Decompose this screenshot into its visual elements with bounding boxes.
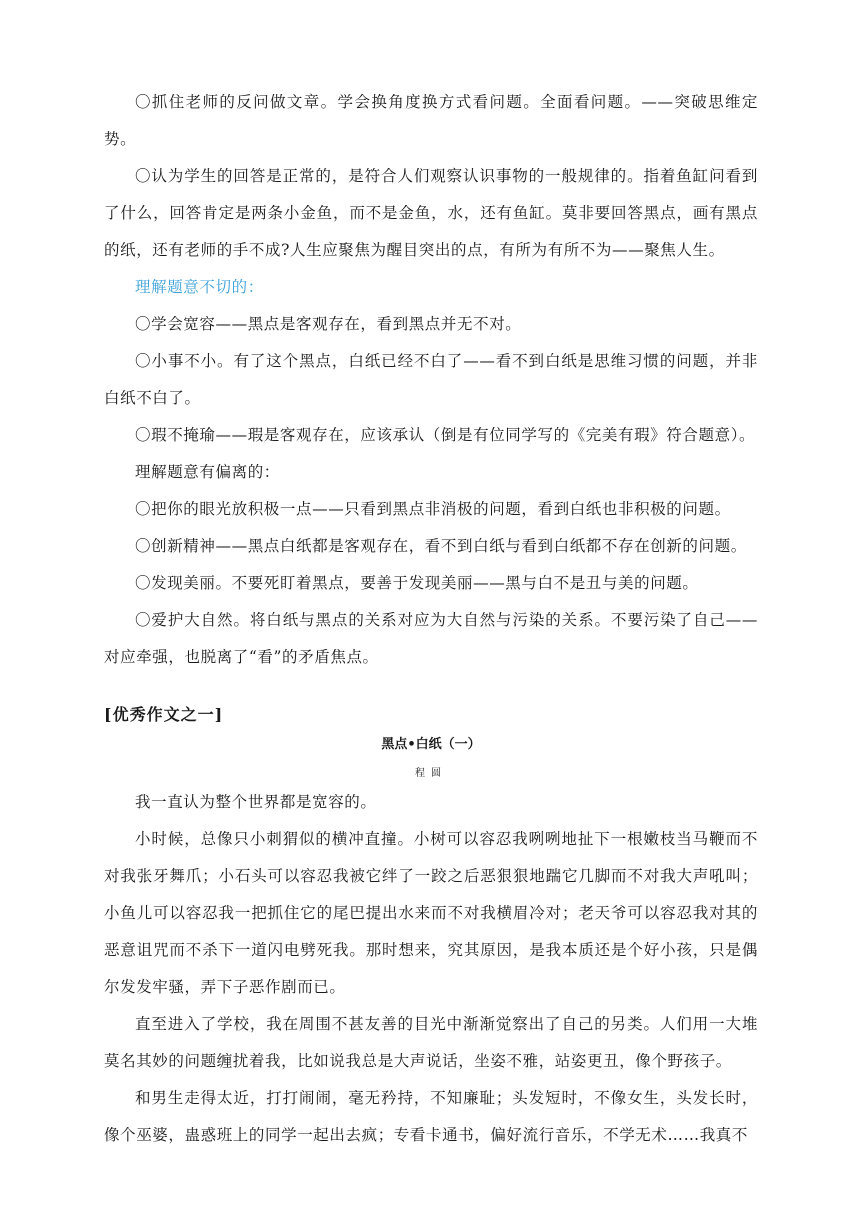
essay-author: 程圆 [415, 768, 447, 779]
paragraph: 〇小事不小。有了这个黑点，白纸已经不白了——看不到白纸是思维习惯的问题，并非白纸不白了。 [104, 352, 758, 407]
paragraph: 〇认为学生的回答是正常的，是符合人们观察认识事物的一般规律的。指着鱼缸问看到了什么，回答肯定是两条小金鱼，而不是金鱼，水，还有鱼缸。莫非要回答黑点，画有黑点的纸，还有老师的手不成?人生应聚焦为醒目突出的点，有所为有所不为——聚焦人生。 [104, 167, 758, 259]
paragraph: 〇创新精神——黑点白纸都是客观存在，看不到白纸与看到白纸都不存在创新的问题。 [135, 537, 747, 555]
paragraph: 〇爱护大自然。将白纸与黑点的关系对应为大自然与污染的关系。不要污染了自己——对应牵强，也脱离了“看”的矛盾焦点。 [104, 611, 758, 666]
paragraph: 〇发现美丽。不要死盯着黑点，要善于发现美丽——黑与白不是丑与美的问题。 [135, 574, 699, 592]
paragraph: 〇抓住老师的反问做文章。学会换角度换方式看问题。全面看问题。——突破思维定势。 [104, 93, 758, 148]
essay-paragraph: 小时候，总像只小刺猬似的横冲直撞。小树可以容忍我咧咧地扯下一根嫩枝当马鞭而不对我张牙舞爪；小石头可以容忍我被它绊了一跤之后恶狠狠地踹它几脚而不对我大声吼叫；小鱼儿可以容忍我一把抓住它的尾巴提出水来而不对我横眉冷对；老天爷可以容忍我对其的恶意诅咒而不杀下一道闪电劈死我。那时想来，究其原因，是我本质还是个好小孩，只是偶尔发发牢骚，弄下子恶作剧而已。 [104, 830, 758, 996]
section-heading: [优秀作文之一] [104, 705, 224, 724]
subheading: 理解题意有偏离的： [135, 463, 280, 481]
essay-paragraph: 我一直认为整个世界都是宽容的。 [135, 793, 377, 811]
paragraph: 〇学会宽容——黑点是客观存在，看到黑点并无不对。 [135, 315, 522, 333]
essay-paragraph: 直至进入了学校，我在周围不甚友善的目光中渐渐觉察出了自己的另类。人们用一大堆莫名其妙的问题缠扰着我，比如说我总是大声说话，坐姿不雅，站姿更丑，像个野孩子。 [104, 1015, 758, 1070]
paragraph: 〇瑕不掩瑜——瑕是客观存在，应该承认（倒是有位同学写的《完美有瑕》符合题意）。 [135, 426, 756, 444]
paragraph: 〇把你的眼光放积极一点——只看到黑点非消极的问题，看到白纸也非积极的问题。 [135, 500, 731, 518]
document-content [104, 84, 758, 1154]
essay-title: 黑点•白纸（一） [381, 737, 481, 752]
subheading-blue: 理解题意不切的： [135, 278, 264, 296]
essay-paragraph: 和男生走得太近，打打闹闹，毫无矜持，不知廉耻；头发短时，不像女生，头发长时，像个巫婆，蛊惑班上的同学一起出去疯；专看卡通书，偏好流行音乐，不学无术……我真不 [104, 1089, 758, 1144]
